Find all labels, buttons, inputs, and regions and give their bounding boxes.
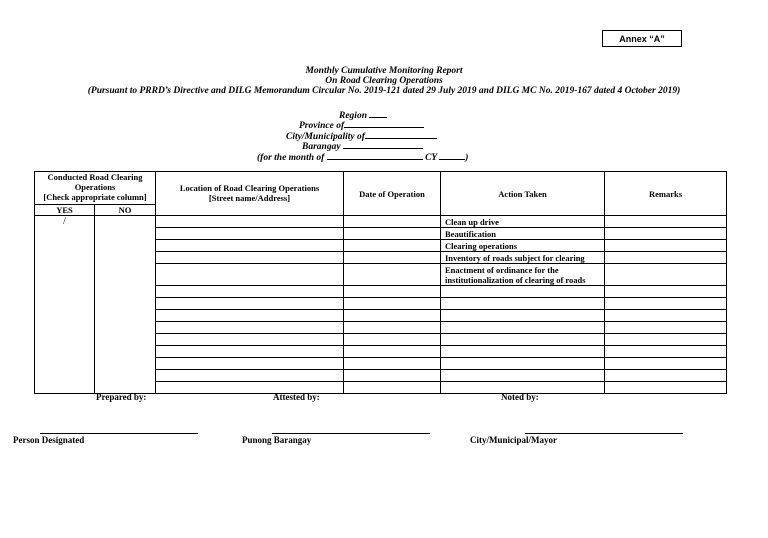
action-cell[interactable] bbox=[441, 322, 605, 334]
attested-by-label: Attested by: bbox=[273, 392, 320, 402]
report-title: Monthly Cumulative Monitoring Report bbox=[305, 66, 463, 76]
date-cell[interactable] bbox=[344, 310, 441, 322]
action-cell[interactable] bbox=[441, 334, 605, 346]
month-field[interactable] bbox=[257, 150, 468, 164]
location-cell[interactable] bbox=[156, 216, 344, 228]
barangay-label: Barangay bbox=[302, 142, 341, 152]
header-no: NO bbox=[95, 205, 156, 216]
action-cell: Clean up drive bbox=[441, 216, 605, 228]
header-location bbox=[156, 172, 344, 216]
remarks-cell[interactable] bbox=[605, 252, 727, 264]
attested-signature-line[interactable] bbox=[272, 433, 430, 434]
remarks-cell[interactable] bbox=[605, 322, 727, 334]
header-conducted-line3: [Check appropriate column] bbox=[43, 192, 147, 202]
location-cell[interactable] bbox=[156, 370, 344, 382]
location-cell[interactable] bbox=[156, 310, 344, 322]
month-label: (for the month of bbox=[257, 153, 325, 163]
cy-label: CY bbox=[425, 153, 437, 163]
date-cell[interactable] bbox=[344, 370, 441, 382]
location-cell[interactable] bbox=[156, 358, 344, 370]
location-cell[interactable] bbox=[156, 264, 344, 286]
action-cell: Clearing operations bbox=[441, 240, 605, 252]
location-cell[interactable] bbox=[156, 240, 344, 252]
action-cell[interactable] bbox=[441, 346, 605, 358]
header-remarks: Remarks bbox=[605, 172, 727, 216]
region-label: Region bbox=[339, 111, 367, 121]
action-cell: Beautification bbox=[441, 228, 605, 240]
date-cell[interactable] bbox=[344, 382, 441, 394]
province-blank[interactable] bbox=[344, 118, 424, 128]
noted-by-label: Noted by: bbox=[501, 392, 539, 402]
header-date: Date of Operation bbox=[344, 172, 441, 216]
remarks-cell[interactable] bbox=[605, 382, 727, 394]
action-cell[interactable] bbox=[441, 286, 605, 298]
date-cell[interactable] bbox=[344, 264, 441, 286]
date-cell[interactable] bbox=[344, 216, 441, 228]
remarks-cell[interactable] bbox=[605, 358, 727, 370]
date-cell[interactable] bbox=[344, 228, 441, 240]
location-cell[interactable] bbox=[156, 334, 344, 346]
date-cell[interactable] bbox=[344, 286, 441, 298]
monitoring-table bbox=[34, 171, 727, 394]
date-cell[interactable] bbox=[344, 252, 441, 264]
action-cell[interactable] bbox=[441, 310, 605, 322]
person-designated: Person Designated bbox=[13, 435, 85, 445]
remarks-cell[interactable] bbox=[605, 298, 727, 310]
date-cell[interactable] bbox=[344, 322, 441, 334]
report-subtitle: On Road Clearing Operations bbox=[325, 76, 443, 86]
remarks-cell[interactable] bbox=[605, 310, 727, 322]
header-yes: YES bbox=[35, 205, 95, 216]
location-cell[interactable] bbox=[156, 346, 344, 358]
city-label: City/Municipality of bbox=[286, 132, 365, 142]
remarks-cell[interactable] bbox=[605, 346, 727, 358]
action-cell[interactable] bbox=[441, 370, 605, 382]
cy-blank[interactable] bbox=[439, 150, 465, 160]
location-cell[interactable] bbox=[156, 286, 344, 298]
header-conducted-line1: Conducted Road Clearing bbox=[47, 172, 143, 182]
city-blank[interactable] bbox=[365, 129, 437, 139]
remarks-cell[interactable] bbox=[605, 228, 727, 240]
date-cell[interactable] bbox=[344, 334, 441, 346]
action-cell[interactable] bbox=[441, 358, 605, 370]
no-cell[interactable] bbox=[95, 216, 156, 394]
date-cell[interactable] bbox=[344, 346, 441, 358]
action-cell[interactable] bbox=[441, 298, 605, 310]
remarks-cell[interactable] bbox=[605, 264, 727, 286]
report-reference: (Pursuant to PRRD’s Directive and DILG Memorandum Circular No. 2019-121 dated 29 July 2019 and DILG MC No. 2019-167 dated 4 October 2019) bbox=[87, 86, 681, 96]
remarks-cell[interactable] bbox=[605, 240, 727, 252]
annex-label: Annex “A” bbox=[602, 30, 682, 47]
location-cell[interactable] bbox=[156, 298, 344, 310]
month-close: ) bbox=[465, 153, 469, 163]
date-cell[interactable] bbox=[344, 358, 441, 370]
prepared-signature-line[interactable] bbox=[40, 433, 198, 434]
remarks-cell[interactable] bbox=[605, 334, 727, 346]
punong-barangay: Punong Barangay bbox=[242, 435, 312, 445]
month-blank[interactable] bbox=[327, 150, 423, 160]
remarks-cell[interactable] bbox=[605, 216, 727, 228]
header-conducted-line2: Operations bbox=[74, 182, 116, 192]
date-cell[interactable] bbox=[344, 298, 441, 310]
remarks-cell[interactable] bbox=[605, 370, 727, 382]
barangay-blank[interactable] bbox=[343, 139, 423, 149]
province-label: Province of bbox=[299, 121, 345, 131]
prepared-by-label: Prepared by: bbox=[96, 392, 147, 402]
location-cell[interactable] bbox=[156, 322, 344, 334]
header-location-line2: [Street name/Address] bbox=[208, 193, 291, 203]
date-cell[interactable] bbox=[344, 240, 441, 252]
noted-signature-line[interactable] bbox=[525, 433, 683, 434]
header-action: Action Taken bbox=[441, 172, 605, 216]
action-cell: Inventory of roads subject for clearing bbox=[441, 252, 605, 264]
location-cell[interactable] bbox=[156, 252, 344, 264]
region-blank[interactable] bbox=[369, 108, 387, 118]
location-cell[interactable] bbox=[156, 228, 344, 240]
header-conducted bbox=[35, 172, 156, 205]
header-location-line1: Location of Road Clearing Operations bbox=[179, 183, 320, 193]
check-mark: / bbox=[63, 216, 66, 227]
action-cell: Enactment of ordinance for the institutionalization of clearing of roads bbox=[441, 264, 605, 286]
city-mayor: City/Municipal/Mayor bbox=[470, 435, 557, 445]
yes-cell[interactable] bbox=[35, 216, 95, 394]
remarks-cell[interactable] bbox=[605, 286, 727, 298]
